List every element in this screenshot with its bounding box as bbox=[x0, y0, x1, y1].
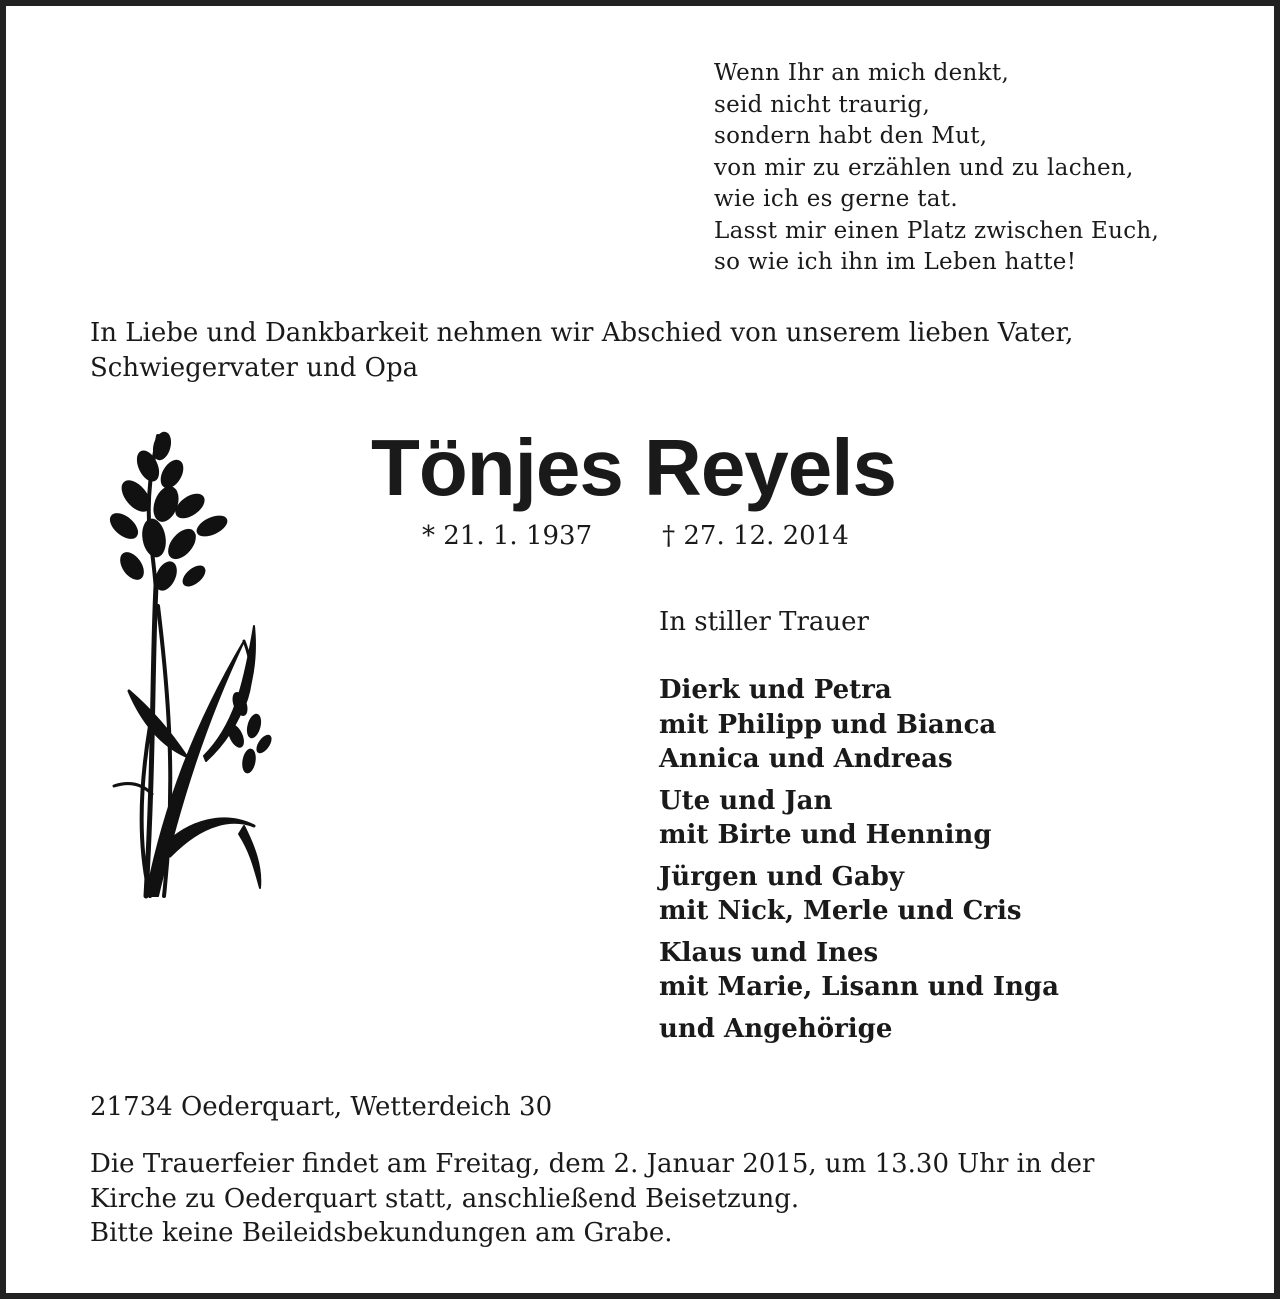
intro-line: In Liebe und Dankbarkeit nehmen wir Abschied von unserem lieben Vater, bbox=[90, 318, 1074, 348]
poem-line: von mir zu erzählen und zu lachen, bbox=[714, 154, 1134, 181]
mourner-group bbox=[659, 1012, 1219, 1047]
mourner-line: Ute und Jan bbox=[659, 785, 833, 816]
mourner-group bbox=[659, 784, 1219, 853]
poem-line: seid nicht traurig, bbox=[714, 91, 931, 118]
mourner-group bbox=[659, 860, 1219, 929]
notice-line: Bitte keine Beileidsbekundungen am Grabe. bbox=[90, 1218, 673, 1248]
poem-line: sondern habt den Mut, bbox=[714, 123, 988, 149]
mourner-group bbox=[659, 936, 1219, 1005]
grass-stalk-icon bbox=[94, 426, 294, 901]
mourner-line: mit Nick, Merle und Cris bbox=[659, 896, 1022, 926]
notice-line: Die Trauerfeier findet am Freitag, dem 2. Januar 2015, um 13.30 Uhr in der bbox=[90, 1149, 1095, 1179]
mourner-line: mit Birte und Henning bbox=[659, 820, 992, 850]
intro-text bbox=[90, 316, 1240, 386]
mourners-list bbox=[659, 673, 1219, 1053]
funeral-notice bbox=[90, 1147, 1240, 1251]
death-date: † 27. 12. 2014 bbox=[662, 521, 849, 551]
life-dates bbox=[422, 518, 1022, 554]
intro-line: Schwiegervater und Opa bbox=[90, 353, 419, 383]
mourner-line: Dierk und Petra bbox=[659, 675, 892, 705]
mourning-heading: In stiller Trauer bbox=[659, 607, 869, 637]
notice-line: Kirche zu Oederquart statt, anschließend Beisetzung. bbox=[90, 1183, 800, 1214]
mourner-line: Jürgen und Gaby bbox=[659, 861, 904, 892]
mourner-line: Annica und Andreas bbox=[659, 744, 953, 774]
address: 21734 Oederquart, Wetterdeich 30 bbox=[90, 1092, 553, 1122]
mourner-line: mit Marie, Lisann und Inga bbox=[659, 972, 1059, 1002]
poem bbox=[714, 58, 1234, 279]
mourner-line: mit Philipp und Bianca bbox=[659, 709, 997, 740]
poem-line: Lasst mir einen Platz zwischen Euch, bbox=[714, 217, 1160, 244]
birth-date: * 21. 1. 1937 bbox=[422, 521, 593, 551]
mourner-line: und Angehörige bbox=[659, 1013, 893, 1044]
mourner-line: Klaus und Ines bbox=[659, 937, 879, 968]
deceased-name: Tönjes Reyels bbox=[371, 423, 897, 512]
mourner-group bbox=[659, 673, 1219, 777]
poem-line: wie ich es gerne tat. bbox=[714, 186, 958, 212]
poem-line: Wenn Ihr an mich denkt, bbox=[714, 60, 1010, 86]
poem-line: so wie ich ihn im Leben hatte! bbox=[714, 249, 1077, 275]
